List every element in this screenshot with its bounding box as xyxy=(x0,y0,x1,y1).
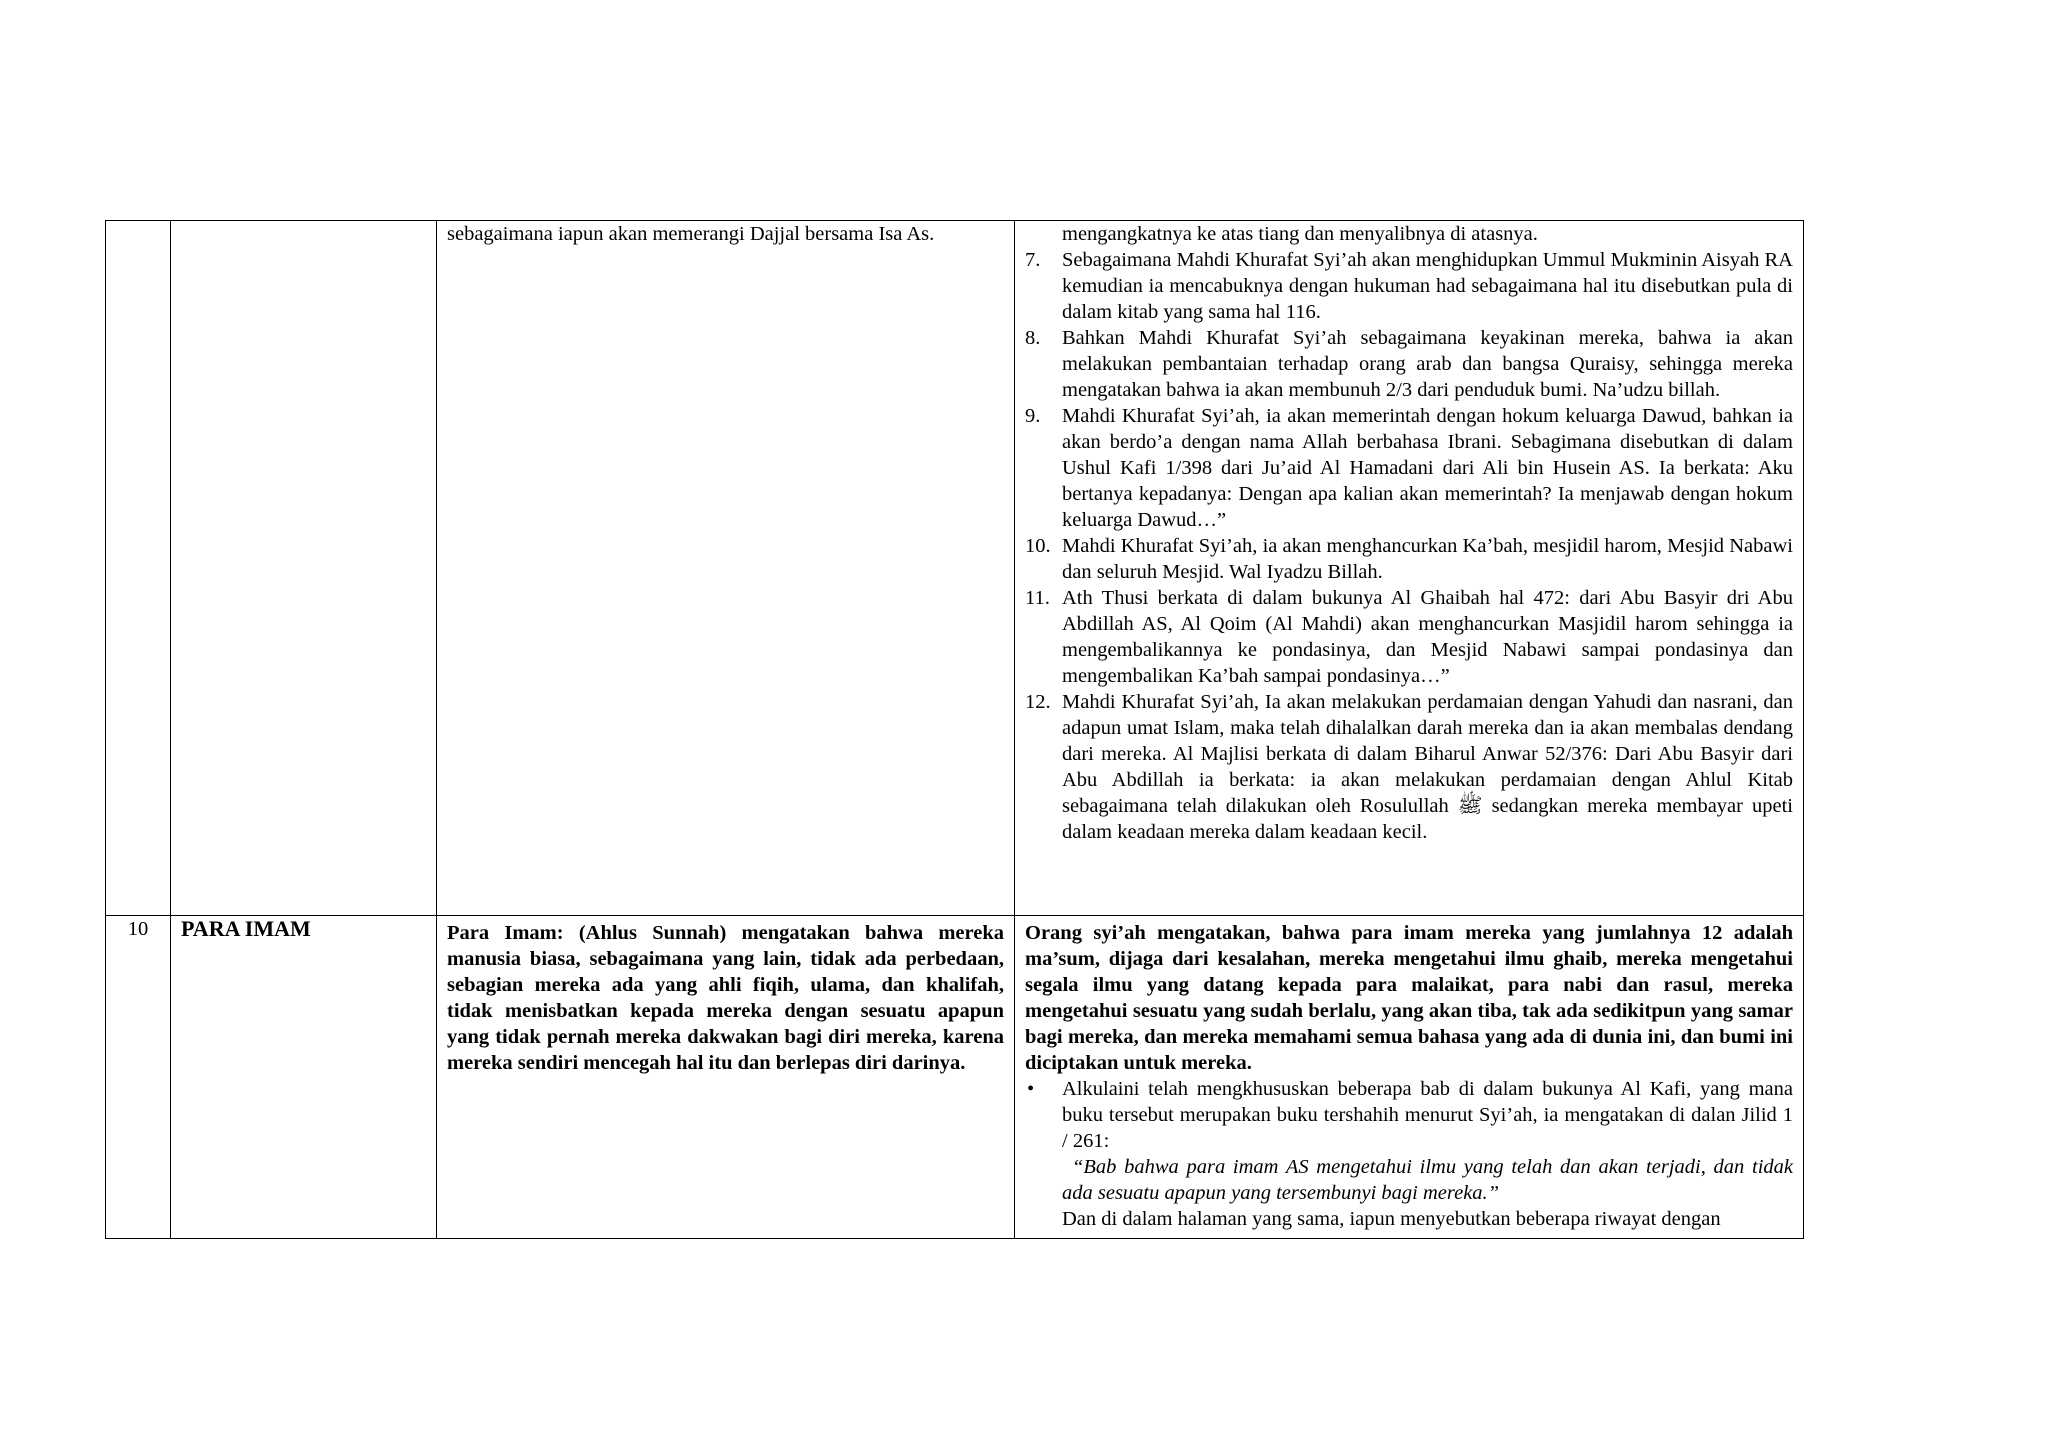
sunni-view-text: sebagaimana iapun akan memerangi Dajjal bersama Isa As. xyxy=(447,223,935,245)
list-item-number: 12. xyxy=(1025,691,1051,713)
list-item xyxy=(1025,689,1793,845)
list-item-number: 7. xyxy=(1025,249,1041,271)
list-item-text: Alkulaini telah mengkhususkan beberapa bab di dalam bukunya Al Kafi, yang mana buku tersebut merupakan buku tershahih menurut Syi’ah, ia mengatakan di dalan Jilid 1 / 261: xyxy=(1062,1078,1793,1152)
shia-view-intro: Orang syi’ah mengatakan, bahwa para imam mereka yang jumlahnya 12 adalah ma’sum, dijaga dari kesalahan, mereka mengetahui ilmu ghaib, mereka mengetahui segala ilmu yang datang kepada para malaikat, para nabi dan rasul, mereka mengetahui sesuatu yang sudah berlalu, yang akan tiba, tak ada sedikitpun yang samar bagi mereka, dan mereka memahami semua bahasa yang ada di dunia ini, dan bumi ini diciptakan untuk mereka. xyxy=(1025,922,1793,1074)
shia-view-intro: mengangkatnya ke atas tiang dan menyalibnya di atasnya. xyxy=(1062,223,1538,245)
table-row xyxy=(106,916,1804,1239)
list-item xyxy=(1025,1076,1793,1154)
list-item xyxy=(1025,247,1793,325)
list-item-text: Mahdi Khurafat Syi’ah, Ia akan melakukan perdamaian dengan Yahudi dan nasrani, dan adapun umat Islam, maka telah dihalalkan darah mereka dan ia akan membalas dendang dari mereka. Al Majlisi berkata di dalam Biharul Anwar 52/376: Dari Abu Basyir dari Abu Abdillah ia berkata: ia akan melakukan perdamaian dengan Ahlul Kitab sebagaimana telah dilakukan oleh Rosulullah ﷺ sedangkan mereka membayar upeti dalam keadaan mereka dalam keadaan kecil. xyxy=(1062,691,1793,843)
shia-view-cell xyxy=(1015,221,1804,916)
sunni-view-cell xyxy=(437,221,1015,916)
sunni-view-cell xyxy=(437,916,1015,1239)
topic-cell: PARA IMAM xyxy=(171,916,437,1239)
continuation-text: Dan di dalam halaman yang sama, iapun menyebutkan beberapa riwayat dengan xyxy=(1062,1208,1721,1230)
quote-body: “Bab bahwa para imam AS mengetahui ilmu yang telah dan akan terjadi, dan tidak ada sesuatu apapun yang tersembunyi bagi mereka.” xyxy=(1062,1156,1793,1204)
shia-view-list xyxy=(1025,247,1793,845)
list-item-text: Mahdi Khurafat Syi’ah, ia akan menghancurkan Ka’bah, mesjidil harom, Mesjid Nabawi dan seluruh Mesjid. Wal Iyadzu Billah. xyxy=(1062,535,1793,583)
list-item-text: Mahdi Khurafat Syi’ah, ia akan memerintah dengan hokum keluarga Dawud, bahkan ia akan berdo’a dengan nama Allah berbahasa Ibrani. Sebagimana disebutkan di dalam Ushul Kafi 1/398 dari Ju’aid Al Hamadani dari Ali bin Husein AS. Ia berkata: Aku bertanya kepadanya: Dengan apa kalian akan memerintah? Ia menjawab dengan hokum keluarga Dawud…” xyxy=(1062,405,1793,531)
row-number-cell: 10 xyxy=(106,916,171,1239)
shia-view-bullets xyxy=(1025,1076,1793,1154)
quote-text xyxy=(1025,1154,1793,1206)
shia-view-cell xyxy=(1015,916,1804,1239)
table-row xyxy=(106,221,1804,916)
list-item-number: 11. xyxy=(1025,587,1050,609)
list-item xyxy=(1025,585,1793,689)
list-item-text: Sebagaimana Mahdi Khurafat Syi’ah akan menghidupkan Ummul Mukminin Aisyah RA kemudian ia mencabuknya dengan hukuman had sebagaimana hal itu disebutkan pula di dalam kitab yang sama hal 116. xyxy=(1062,249,1793,323)
list-item-number: 9. xyxy=(1025,405,1041,427)
list-item xyxy=(1025,533,1793,585)
row-number-cell xyxy=(106,221,171,916)
list-item xyxy=(1025,325,1793,403)
list-item-text: Ath Thusi berkata di dalam bukunya Al Ghaibah hal 472: dari Abu Basyir dri Abu Abdillah AS, Al Qoim (Al Mahdi) akan menghancurkan Masjidil harom sehingga ia mengembalikannya ke pondasinya, dan Mesjid Nabawi sampai pondasinya dan mengembalikan Ka’bah sampai pondasinya…” xyxy=(1062,587,1793,687)
list-item-number: 10. xyxy=(1025,535,1051,557)
comparison-table xyxy=(105,220,1804,1239)
list-item-number: 8. xyxy=(1025,327,1041,349)
topic-cell xyxy=(171,221,437,916)
list-item-text: Bahkan Mahdi Khurafat Syi’ah sebagaimana keyakinan mereka, bahwa ia akan melakukan pembantaian terhadap orang arab dan bangsa Quraisy, sehingga mereka mengatakan bahwa ia akan membunuh 2/3 dari penduduk bumi. Na’udzu billah. xyxy=(1062,327,1793,401)
sunni-view-text: Para Imam: (Ahlus Sunnah) mengatakan bahwa mereka manusia biasa, sebagaimana yang lain, tidak ada perbedaan, sebagian mereka ada yang ahli fiqih, ulama, dan khalifah, tidak menisbatkan kepada mereka dengan sesuatu apapun yang tidak pernah mereka dakwakan bagi diri mereka, karena mereka sendiri mencegah hal itu dan berlepas diri darinya. xyxy=(447,922,1004,1074)
list-item xyxy=(1025,403,1793,533)
bullet-icon: • xyxy=(1027,1078,1035,1100)
